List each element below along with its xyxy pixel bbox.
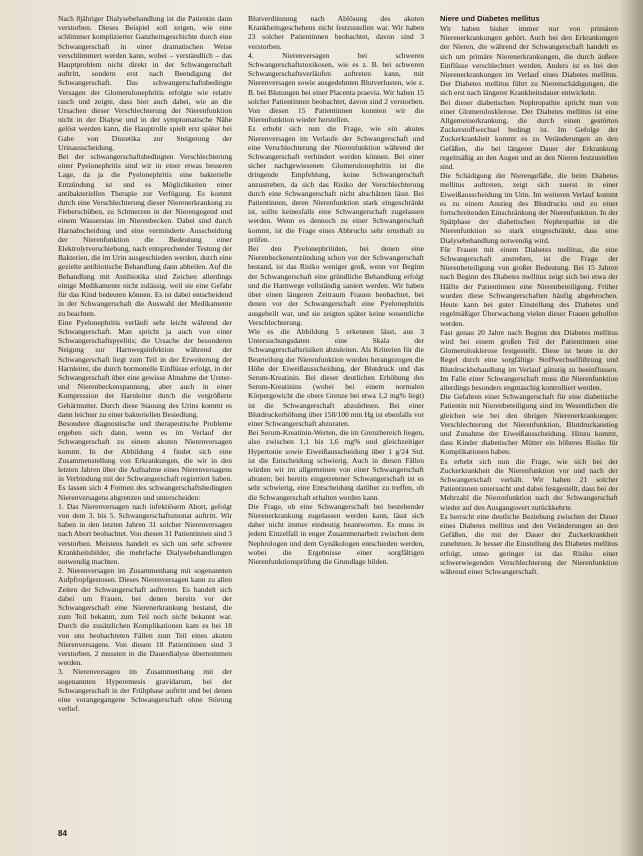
paragraph: Fast genau 20 Jahre nach Beginn des Diabetes mellitus wird bei einem großen Teil der Patientinnen eine Glomerulosklerose festgestellt. Diese ist heute in der Regel durch eine sorgfältige Stoffwechselführung und Blutdruckbehandlung im Verlauf günstig zu beeinflussen. Im Falle einer Schwangerschaft muss die Nierenfunktion allerdings besonders engmaschig kontrolliert werden. [440, 327, 618, 392]
paragraph: Die Gefahren einer Schwangerschaft für eine diabetische Patientin mit Nierenbeteiligung sind im Wesentlichen die gleichen wie bei den übrigen Nierenerkrankungen: Verschlechterung der Nierenfunktion, Blutdruckanstieg und Zunahme der Eiweißausscheidung. Hinzu kommt, dass Kinder diabetischer Mütter ein höheres Risiko für Komplikationen haben. [440, 392, 618, 457]
page-number: 84 [58, 829, 67, 838]
paragraph: Nach 8jähriger Dialysebehandlung ist die Patientin dann verstorben. Dieses Beispiel soll zeigen, wie eine schlimmer komplizierter Ganzheitsgeschichte durch eine Schwangerschaft in einer dramatischen Weise verschlimmert werden kann, wobei – verständlich – das Hauptproblem nicht direkt in der Schwangerschaft auftritt, sondern erst nach Beendigung der Schwangerschaft. Das schwangerschaftsbedingte Versagen der Glomerulonephritis erfolgte wie relativ rasch und zeigte, dass hier auch dabei, wie an die Ursachen dieser Verschlechterung der Nierenfunktion nicht in der Dialyse und in der symptomatische Nähe gelöst werden kann, die Hauptrolle spielt erst später bei Gabe von Diuretika zur Steigerung der Urinausscheidung. [58, 14, 232, 152]
paragraph: Bei den Pyelonephritiden, bei denen eine Nierenbeckenentzündung schon vor der Schwangerschaft bestand, ist das Risiko weniger groß, wenn vor Beginn der Schwangerschaft eine gründliche Behandlung erfolgt und die Harnwege vollständig saniert werden. Wir haben über einen längeren Zeitraum Frauen beobachtet, bei denen vor der Schwangerschaft eine Pyelonephritis ausgeheilt war, und sie zeigten später keine wesentliche Verschlechterung. [248, 244, 424, 327]
text-column-3 [440, 14, 618, 576]
paragraph: Bei Serum-Kreatinin-Werten, die im Grenzbereich liegen, also zwischen 1,1 bis 1,6 mg% und gleichzeitiger Hypertonie sowie Eiweißausscheidung über 1 g/24 Std. ist die Entscheidung schwierig. Auch in diesen Fällen würden wir im allgemeinen von einer Schwangerschaft abraten; bei bereits eingetretener Schwangerschaft ist es sehr schwierig, eine Entscheidung darüber zu treffen, ob die Schwangerschaft erhalten werden kann. [248, 428, 424, 502]
paragraph: Bei dieser diabetischen Nephropathie spricht man von einer Glomerulosklerose. Der Diabetes mellitus ist eine Allgemeinerkrankung, die durch einen gestörten Zuckerstoffwechsel bedingt ist. Im Gefolge der Zuckerkrankheit kommt es zu Veränderungen an den Gefäßen, die bei längerer Dauer der Erkrankung regelmäßig an den Augen und an den Nieren festzustellen sind. [440, 97, 618, 172]
paragraph: Wie es die Abbildung 5 erkennen lässt, aus 3 Untersuchungsdaten eine Skala der Schwangerschaftsrisiken abzuleiten. Als Kriterien für die Beurteilung der Nierenfunktion wurden herangezogen die Höhe der Eiweißausscheidung, der Blutdruck und das Serum-Kreatinin. Bei dieser deutlichen Erhöhung des Serum-Kreatinins (wobei bei einem normalen Körpergewicht die obere Grenze bei etwa 1,2 mg% liegt) ist die Schwangerschaft abzulehnen. Bei einer Blutdruckerhöhung über 150/100 mm Hg ist ebenfalls vor einer Schwangerschaft abzuraten. [248, 326, 424, 428]
paragraph: Für Frauen mit einem Diabetes mellitus, die eine Schwangerschaft anstreben, ist die Frage der Nierenbeteiligung von großer Bedeutung. Bei 15 Jahren nach Beginn des Diabetes mellitus zeigt sich bei etwa der Hälfte der Patientinnen eine Nierenbeteiligung. Früher wurden diese Schwangerschaften häufig abgebrochen. Heute kann bei guter Einstellung des Diabetes und regelmäßiger Überwachung vielen dieser Frauen geholfen werden. [440, 244, 618, 328]
text-column-1 [58, 14, 232, 713]
paragraph: Eine Pyelonephritis verläuft sehr leicht während der Schwangerschaft. Man spricht ja auch von einer Schwangerschaftspyelitis; die Ursache der besonderen Neigung zur Harnwegsinfektion während der Schwangerschaft liegt zum Teil in der Erweiterung der Harnleiter, die durch hormonelle Einflüsse erfolgt, in der Schwangerschaft über eine gewisse Abnahme der Ureter- und Nierenbeckenspannung, aber auch in einer Kompression der Harnleiter durch die vergrößerte Gebärmutter. Durch diese Stauung des Urins kommt es dann leichter zu einer bakteriellen Besiedlung. [58, 317, 232, 419]
paragraph: Die Schädigung der Nierengefäße, die beim Diabetes mellitus auftreten, zeigt sich zuerst in einer Eiweißausscheidung im Urin. Im weiteren Verlauf kommt es zu einem Anstieg des Blutdrucks und zu einer fortschreitenden Einschränkung der Nierenfunktion. In der Spätphase der diabetischen Nephropathie ist die Nierenfunktion so stark eingeschränkt, dass eine Dialysebehandlung notwendig wird. [440, 171, 618, 245]
paragraph: Blutverdünnung nach Ablösung des akuten Krankheitsgeschehens nicht festzustellen war. Wir haben 23 solcher Patientinnen beobachtet, davon sind 3 verstorben. [248, 14, 424, 51]
paragraph: Es herrscht eine deutliche Beziehung zwischen der Dauer eines Diabetes mellitus und den Veränderungen an den Gefäßen, die mit der Dauer der Zuckerkrankheit zunehmen. Je besser die Einstellung des Diabetes mellitus erfolgt, umso geringer ist das Risiko einer schwerwiegenden Verschlechterung der Nierenfunktion während einer Schwangerschaft. [440, 511, 618, 576]
paragraph: Die Frage, ob eine Schwangerschaft bei bestehender Nierenerkrankung zugelassen werden kann, lässt sich daher nicht immer eindeutig beantworten. Es muss in jedem Einzelfall in enger Zusammenarbeit zwischen dem Nephrologen und dem Gynäkologen entschieden werden, wobei die Ergebnisse einer sorgfältigen Nierenfunktionsprüfung die Grundlage bilden. [248, 501, 424, 566]
paragraph: 4. Nierenversagen bei schweren Schwangerschaftstoxikosen, wie es z. B. bei schweren Schwangerschaftsverläufen auftreten kann, mit Nierenversagen sowie ausgedehnten Blutverlusten, wie z. B. bei Blutungen bei einer Placenta praevia. Wir haben 15 solcher Patientinnen beobachtet, davon sind 2 verstorben. Von diesen 15 Patientinnen konnten wir die Nierenfunktion wieder herstellen. [248, 50, 424, 125]
paragraph: Besondere diagnostische und therapeutische Probleme ergeben sich dann, wenn es im Verlauf der Schwangerschaft zu einem akuten Nierenversagen kommt. In der Abbildung 4 findet sich eine Zusammenstellung von Erkrankungen, die wir in den letzten Jahren über die Aufnahme eines Nierenversagens in Verbindung mit der Schwangerschaft registriert haben. Es lassen sich 4 Formen des schwangerschaftsbedingten Nierenversagens abgrenzen und unterscheiden: [58, 418, 232, 502]
paragraph: Wir haben bisher immer nur von primären Nierenerkrankungen gehört. Auch bei den Erkrankungen der Nieren, die während der Schwangerschaft handelt es sich um primäre Nierenerkrankungen, die durch äußere Einflüsse verschlechtert werden. Anders ist es bei den Nierenerkrankungen im Verlauf eines Diabetes mellitus. Der Diabetes mellitus führt zu Nierenschädigungen, die sich erst nach längerer Krankheitsdauer entwickeln. [440, 24, 618, 98]
page-edge-shadow [619, 0, 643, 856]
paragraph: Es erhebt sich nun die Frage, wie ein akutes Nierenversagen im Verlaufe der Schwangerschaft und eine Verschlechterung der Nierenfunktion während der Schwangerschaft verhindert werden können. Bei einer sicher nachgewiesenen Glomerulonephritis ist die dringende Empfehlung, keine Schwangerschaft anzustreben, da sich das Risiko der Verschlechterung durch eine Schwangerschaft nicht abschätzen lässt. Bei Patientinnen, deren Nierenfunktion stark eingeschränkt ist, sollte keinesfalls eine Schwangerschaft zugelassen werden. Wenn es dennoch zu einer Schwangerschaft kommt, ist die Frage eines Abbruchs sehr ernsthaft zu prüfen. [248, 124, 424, 244]
text-column-2 [248, 14, 424, 566]
paragraph: 1. Das Nierenversagen nach infektiösem Abort, gefolgt von dem 3. bis 5. Schwangerschaftsmonat auftritt. Wir haben in den letzten Jahren 31 solcher Nierenversagen nach Abort beobachtet. Von diesen 31 Patientinnen sind 3 verstorben. Meistens handelt es sich um sehr schwere Krankheitsbilder, die mehrfache Dialysebehandlungen notwendig machten. [58, 501, 232, 566]
paragraph: Es erhebt sich nun die Frage, wie sich bei der Zuckerkrankheit die Nierenfunktion vor und nach der Schwangerschaft verhält. Wir haben 21 solcher Patientinnen untersucht und dabei festgestellt, dass bei der Mehrzahl die Nierenfunktion nach der Schwangerschaft wieder auf den Ausgangswert zurückkehrte. [440, 456, 618, 512]
paragraph: 2. Nierenversagen im Zusammenhang mit sogenannten Aufpfropfgestosen. Dieses Nierenversagen kann zu allen Zeiten der Schwangerschaft auftreten. Es handelt sich dabei um Frauen, bei denen bereits vor der Schwangerschaft eine Nierenerkrankung bestand, die zum Teil bekannt, zum Teil noch nicht bekannt war. Durch die zusätzlichen Komplikationen kam es bei 18 von uns beobachteten Fällen zum Teil eines akuten Nierenversagens. Von diesen 18 Patientinnen sind 3 verstorben, 2 mussten in die Dauerdialyse übernommen werden. [58, 566, 232, 668]
paragraph: Bei der schwangerschaftsbedingten Verschlechterung einer Pyelonephritis sind wir in einer etwas besseren Lage, da ja die Pyelonephritis eine bakterielle Entzündung ist und es Möglichkeiten einer antibakteriellen Therapie zur Verfügung. Es kommt durch eine Verschlechterung dieser Nierenerkrankung zu Fieberschüben, zu Schmerzen in der Nierengegend und einem Wasserstau im Nierenbecken. Dabei sind durch Harnabscheidung und eine verminderte Ausscheidung der Nierenfunktion die Bedeutung einer Elektrolytverschiebung, nach entsprechender Testung der Bakterien, die im Urin ausgeschieden werden, durch eine gezielte antibiotische Behandlung dann abheilen. Auf die Behandlung mit Antibiotika sind Zeichen allerdings einige Medikamente nicht zulässig, weil sie eine Gefahr für das Kind bedeuten können. Es ist dabei entscheidend in der Schwangerschaft die Auswahl der Medikamente zu beachten. [58, 152, 232, 318]
paragraph: 3. Nierenversagen im Zusammenhang mit der sogenannten Hyperemesis gravidarum, bei der Schwangerschaft in der Frühphase auftritt und bei denen eine vorangegangene Schwangerschaft ohne Störung verlief. [58, 667, 232, 714]
section-heading: Niere und Diabetes mellitus [440, 14, 540, 23]
